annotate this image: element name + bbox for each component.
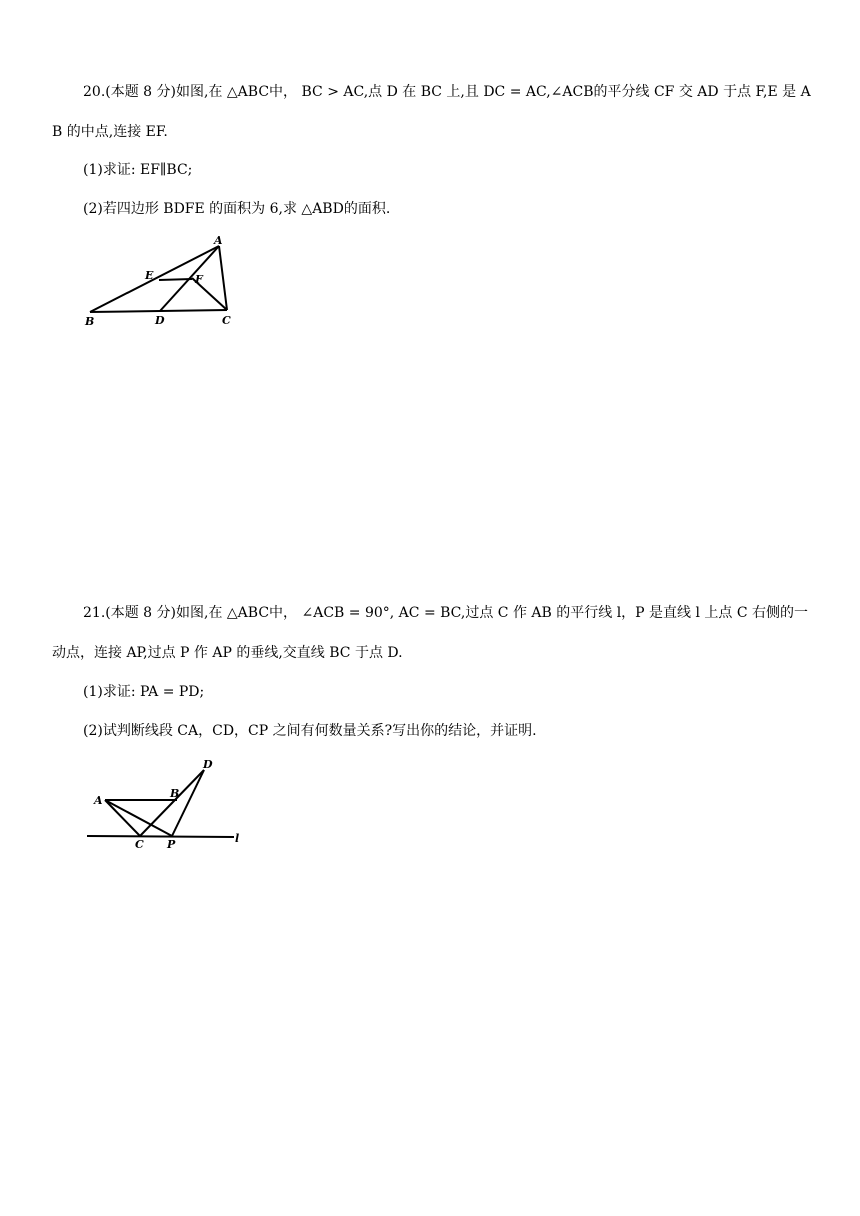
line-l	[87, 836, 234, 837]
segment-pd	[172, 770, 204, 836]
segment-bc	[90, 310, 227, 312]
q20-stem-line1: 20.(本题 8 分)如图,在 △ABC中， BC > AC,点 D 在 BC 上,且 DC = AC,∠ACB的平分线 CF 交 AD 于点 F,E 是 A	[83, 84, 811, 100]
q21-figure	[84, 754, 254, 854]
q20-figure	[80, 232, 250, 332]
label-b: B	[170, 787, 180, 800]
label-e: E	[145, 269, 154, 282]
segment-cd	[140, 770, 204, 836]
segment-ac	[219, 246, 227, 310]
label-c: C	[222, 314, 231, 327]
q21-stem-line2: 动点，连接 AP,过点 P 作 AP 的垂线,交直线 BC 于点 D.	[52, 645, 403, 661]
label-c: C	[135, 838, 144, 851]
q20-part1: (1)求证: EF∥BC;	[83, 162, 193, 178]
q21-part2: (2)试判断线段 CA，CD，CP 之间有何数量关系?写出你的结论，并证明.	[83, 723, 537, 739]
label-p: P	[167, 838, 176, 851]
segment-ac	[105, 800, 140, 836]
label-f: F	[195, 273, 203, 286]
q20-part2: (2)若四边形 BDFE 的面积为 6,求 △ABD的面积.	[83, 201, 391, 217]
label-d: D	[155, 314, 165, 327]
q21-stem-line1: 21.(本题 8 分)如图,在 △ABC中， ∠ACB = 90°, AC = BC,过点 C 作 AB 的平行线 l，P 是直线 l 上点 C 右侧的一	[83, 605, 809, 621]
label-d: D	[203, 758, 213, 771]
label-a: A	[214, 234, 223, 247]
segment-ap	[105, 800, 172, 836]
label-l: l	[235, 832, 240, 845]
q20-stem-line2: B 的中点,连接 EF.	[52, 124, 168, 140]
label-b: B	[85, 315, 95, 328]
label-a: A	[94, 794, 103, 807]
q21-part1: (1)求证: PA = PD;	[83, 684, 205, 700]
segment-ef	[159, 279, 192, 280]
